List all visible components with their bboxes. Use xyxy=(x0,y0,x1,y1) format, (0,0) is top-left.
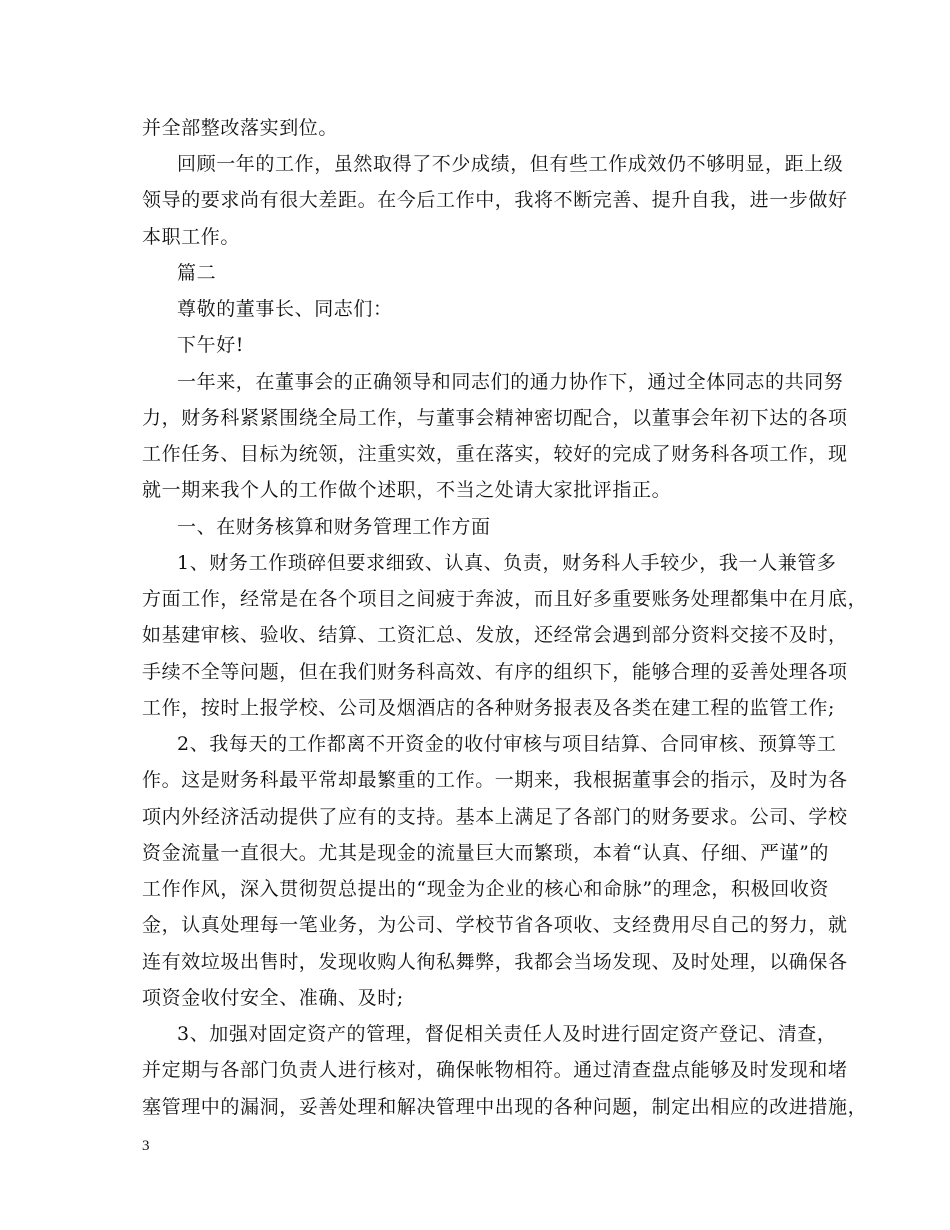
paragraph-line: 一年来，在董事会的正确领导和同志们的通力协作下，通过全体同志的共同努 xyxy=(177,371,844,393)
paragraph-line: 金，认真处理每一笔业务，为公司、学校节省各项收、支经费用尽自己的努力，就 xyxy=(142,914,848,936)
paragraph-line: 回顾一年的工作，虽然取得了不少成绩，但有些工作成效仍不够明显，距上级 xyxy=(177,153,844,175)
salutation: 尊敬的董事长、同志们： xyxy=(177,298,393,320)
paragraph-line: 项资金收付安全、准确、及时; xyxy=(142,987,404,1009)
page-number: 3 xyxy=(142,1138,150,1154)
paragraph-line: 并定期与各部门负责人进行核对，确保帐物相符。通过清查盘点能够及时发现和堵 xyxy=(142,1059,848,1081)
paragraph-line: 本职工作。 xyxy=(142,226,241,248)
paragraph-line: 工作作风，深入贯彻贺总提出的“现金为企业的核心和命脉”的理念，积极回收资 xyxy=(142,878,830,900)
paragraph-line: 如基建审核、验收、结算、工资汇总、发放，还经常会遇到部分资料交接不及时， xyxy=(142,624,848,646)
section-heading: 篇二 xyxy=(177,262,217,284)
paragraph-line: 手续不全等问题，但在我们财务科高效、有序的组织下，能够合理的妥善处理各项 xyxy=(142,661,848,683)
paragraph-line: 1、财务工作琐碎但要求细致、认真、负责，财务科人手较少，我一人兼管多 xyxy=(177,552,837,574)
paragraph-line: 3、加强对固定资产的管理，督促相关责任人及时进行固定资产登记、清查， xyxy=(177,1023,837,1045)
paragraph-line: 工作，按时上报学校、公司及烟酒店的各种财务报表及各类在建工程的监管工作; xyxy=(142,697,836,719)
paragraph-line: 领导的要求尚有很大差距。在今后工作中，我将不断完善、提升自我，进一步做好 xyxy=(142,189,848,211)
paragraph-line: 项内外经济活动提供了应有的支持。基本上满足了各部门的财务要求。公司、学校 xyxy=(142,806,848,828)
paragraph-line: 连有效垃圾出售时，发现收购人徇私舞弊，我都会当场发现、及时处理，以确保各 xyxy=(142,951,848,973)
paragraph-line: 工作任务、目标为统领，注重实效，重在落实，较好的完成了财务科各项工作，现 xyxy=(142,443,848,465)
paragraph-line: 2、我每天的工作都离不开资金的收付审核与项目结算、合同审核、预算等工 xyxy=(177,733,837,755)
paragraph-line: 方面工作，经常是在各个项目之间疲于奔波，而且好多重要账务处理都集中在月底， xyxy=(142,588,868,610)
greeting: 下午好! xyxy=(177,334,245,356)
paragraph-line: 资金流量一直很大。尤其是现金的流量巨大而繁琐，本着“认真、仔细、严谨”的 xyxy=(142,842,830,864)
section-heading: 一、在财务核算和财务管理工作方面 xyxy=(177,516,491,538)
paragraph-line: 力，财务科紧紧围绕全局工作，与董事会精神密切配合，以董事会年初下达的各项 xyxy=(142,407,848,429)
paragraph-line: 塞管理中的漏洞，妥善处理和解决管理中出现的各种问题，制定出相应的改进措施， xyxy=(142,1096,868,1118)
paragraph-line: 作。这是财务科最平常却最繁重的工作。一期来，我根据董事会的指示，及时为各 xyxy=(142,769,848,791)
paragraph-line: 并全部整改落实到位。 xyxy=(142,117,339,139)
paragraph-line: 就一期来我个人的工作做个述职，不当之处请大家批评指正。 xyxy=(142,479,672,501)
